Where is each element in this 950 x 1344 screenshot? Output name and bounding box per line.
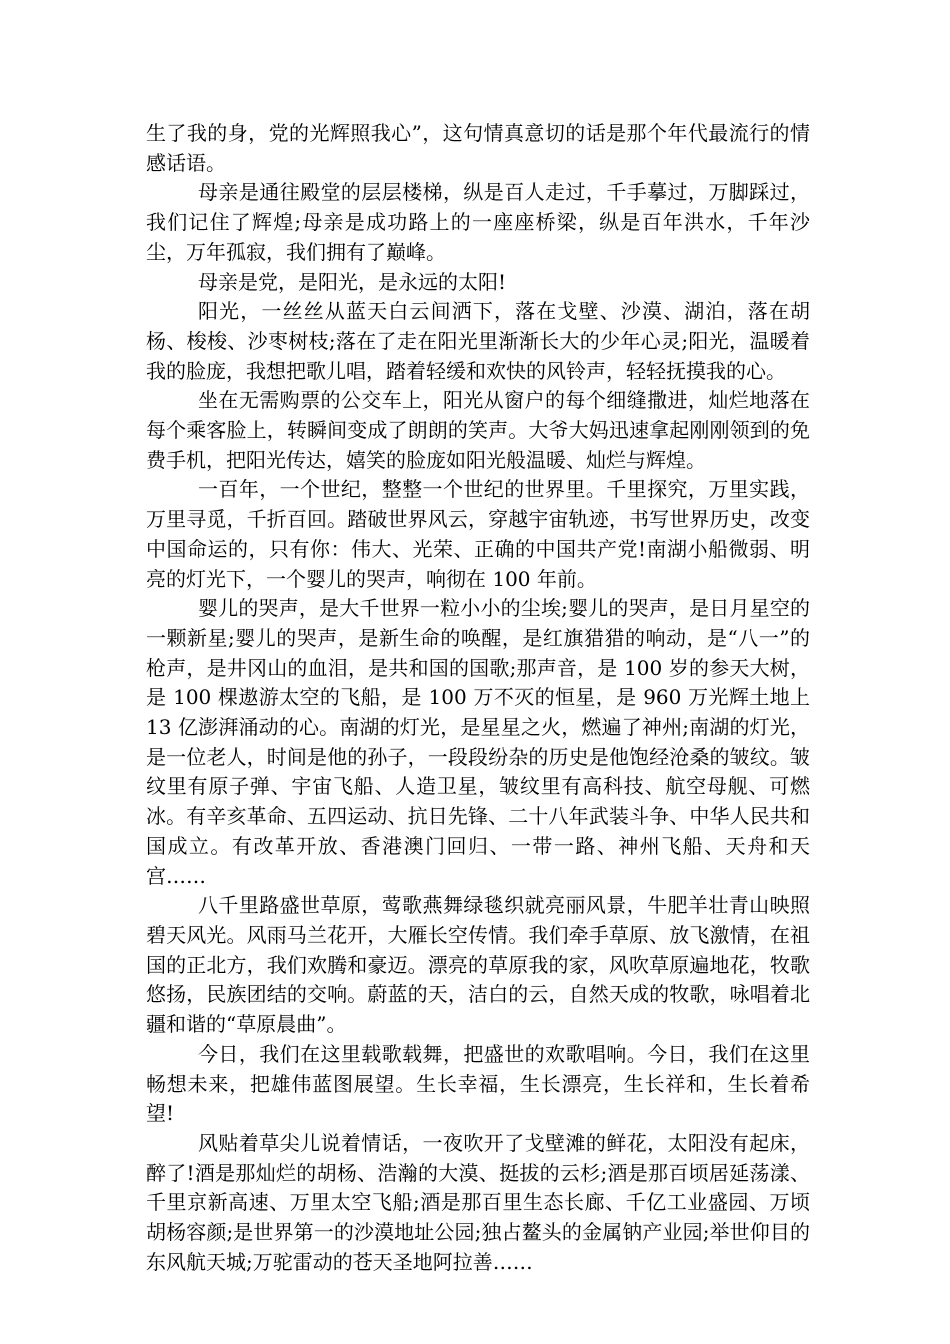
- paragraph: 八千里路盛世草原，莺歌燕舞绿毯织就亮丽风景，牛肥羊壮青山映照碧天风光。风雨马兰花开，大雁长空传情。我们牵手草原、放飞激情，在祖国的正北方，我们欢腾和豪迈。漂亮的草原我的家，风吹草原遍地花，牧歌悠扬，民族团结的交响。蔚蓝的天，洁白的云，自然天成的牧歌，咏唱着北疆和谐的“草原晨曲”。: [146, 893, 810, 1037]
- paragraph: 今日，我们在这里载歌载舞，把盛世的欢歌唱响。今日，我们在这里畅想未来，把雄伟蓝图展望。生长幸福，生长漂亮，生长祥和，生长着希望!: [146, 1041, 810, 1126]
- paragraph: 母亲是通往殿堂的层层楼梯，纵是百人走过，千手摹过，万脚踩过，我们记住了辉煌;母亲是成功路上的一座座桥梁，纵是百年洪水，千年沙尘，万年孤寂，我们拥有了巅峰。: [146, 180, 810, 264]
- paragraph: 阳光，一丝丝从蓝天白云间洒下，落在戈壁、沙漠、湖泊，落在胡杨、梭梭、沙枣树枝;落在了走在阳光里渐渐长大的少年心灵;阳光，温暖着我的脸庞，我想把歌儿唱，踏着轻缓和欢快的风铃声，轻轻抚摸我的心。: [146, 299, 810, 383]
- paragraph: 生了我的身，党的光辉照我心”，这句情真意切的话是那个年代最流行的情感话语。: [146, 121, 810, 175]
- paragraph: 风贴着草尖儿说着情话，一夜吹开了戈壁滩的鲜花，太阳没有起床，醉了!酒是那灿烂的胡杨、浩瀚的大漠、挺拔的云杉;酒是那百顷居延荡漾、千里京新高速、万里太空飞船;酒是那百里生态长廊、千亿工业盛园、万顷胡杨容颜;是世界第一的沙漠地址公园;独占鳌头的金属钠产业园;举世仰目的东风航天城;万驼雷动的苍天圣地阿拉善……: [146, 1130, 810, 1274]
- paragraph: 一百年，一个世纪，整整一个世纪的世界里。千里探究，万里实践，万里寻觅，千折百回。踏破世界风云，穿越宇宙轨迹，书写世界历史，改变中国命运的，只有你：伟大、光荣、正确的中国共产党!南湖小船微弱、明亮的灯光下，一个婴儿的哭声，响彻在 100 年前。: [146, 477, 810, 591]
- paragraph: 母亲是党，是阳光，是永远的太阳!: [198, 269, 507, 294]
- paragraph: 坐在无需购票的公交车上，阳光从窗户的每个细缝撒进，灿烂地落在每个乘客脸上，转瞬间变成了朗朗的笑声。大爷大妈迅速拿起刚刚领到的免费手机，把阳光传达，嬉笑的脸庞如阳光般温暖、灿烂与辉煌。: [146, 388, 810, 472]
- document-body: [146, 119, 810, 1277]
- paragraph: 婴儿的哭声，是大千世界一粒小小的尘埃;婴儿的哭声，是日月星空的一颗新星;婴儿的哭声，是新生命的唤醒，是红旗猎猎的响动，是“八一”的枪声，是井冈山的血泪，是共和国的国歌;那声音，是 100 岁的参天大树，是 100 棵遨游太空的飞船，是 100 万不灭的恒星，是 960 万光辉土地上 13 亿澎湃涌动的心。南湖的灯光，是星星之火，燃遍了神州;南湖的灯光，是一位老人，时间是他的孙子，一段段纷杂的历史是他饱经沧桑的皱纹。皱纹里有原子弹、宇宙飞船、人造卫星，皱纹里有高科技、航空母舰、可燃冰。有辛亥革命、五四运动、抗日先锋、二十八年武装斗争、中华人民共和国成立。有改革开放、香港澳门回归、一带一路、神州飞船、天舟和天宫……: [146, 596, 810, 888]
